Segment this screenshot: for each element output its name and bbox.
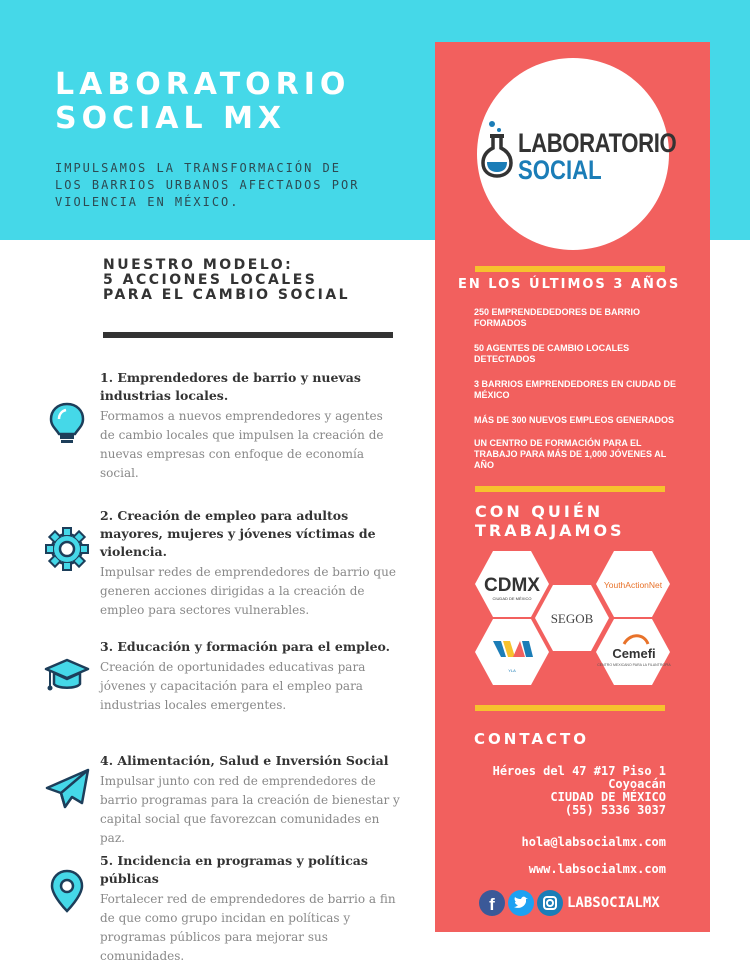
- instagram-icon[interactable]: [537, 890, 563, 916]
- action-description: Impulsar redes de emprendedores de barrio que generen acciones dirigidas a la creación de empleo para sectores vulnerables.: [100, 565, 396, 617]
- svg-text:f: f: [489, 895, 495, 914]
- action-title: 4. Alimentación, Salud e Inversión Social: [100, 753, 389, 768]
- gear-icon: [44, 526, 90, 572]
- divider: [475, 486, 665, 492]
- stat-item: 3 BARRIOS EMPRENDEDORES EN CIUDAD DE MÉXICO: [474, 379, 677, 400]
- action-item: [100, 507, 400, 620]
- svg-text:CIUDAD DE MÉXICO: CIUDAD DE MÉXICO: [492, 596, 532, 601]
- model-heading: NUESTRO MODELO: 5 ACCIONES LOCALES PARA EL CAMBIO SOCIAL: [103, 257, 351, 303]
- svg-text:CENTRO MEXICANO PARA LA FILANT: CENTRO MEXICANO PARA LA FILANTROPÍA: [597, 663, 671, 667]
- page-title: LABORATORIO SOCIAL MX: [55, 67, 351, 136]
- action-description: Fortalecer red de emprendedores de barrio a fin de que como grupo incidan en políticas y programas públicos para mejorar sus comunidades.: [100, 892, 396, 963]
- action-item: [100, 638, 400, 715]
- action-title: 1. Emprendedores de barrio y nuevas industrias locales.: [100, 370, 361, 403]
- divider: [103, 332, 393, 338]
- svg-text:YouthActionNet: YouthActionNet: [603, 580, 663, 590]
- action-title: 2. Creación de empleo para adultos mayores, mujeres y jóvenes víctimas de violencia.: [100, 508, 376, 559]
- contact-website[interactable]: www.labsocialmx.com: [528, 862, 666, 876]
- flask-icon: [481, 118, 515, 180]
- contact-address: Héroes del 47 #17 Piso 1: [492, 764, 666, 778]
- action-description: Formamos a nuevos emprendedores y agentes de cambio locales que impulsen la creación de nuevas empresas con enfoque de economía social.: [100, 409, 384, 480]
- action-item: [100, 852, 400, 966]
- action-item: [100, 752, 400, 848]
- social-handle[interactable]: LABSOCIALMX: [567, 895, 660, 911]
- page-subtitle: IMPULSAMOS LA TRANSFORMACIÓN DE LOS BARRIOS URBANOS AFECTADOS POR VIOLENCIA EN MÉXICO.: [55, 161, 360, 209]
- contact-address: Coyoacán: [608, 777, 666, 791]
- divider: [475, 705, 665, 711]
- map-pin-icon: [44, 868, 90, 914]
- contact-phone: (55) 5336 3037: [564, 803, 666, 817]
- svg-text:CDMX: CDMX: [484, 575, 540, 596]
- logo-text: SOCIAL: [518, 155, 602, 185]
- facebook-icon[interactable]: [479, 890, 505, 916]
- graduation-cap-icon: [44, 654, 90, 700]
- lightbulb-icon: [44, 400, 90, 446]
- twitter-icon[interactable]: [508, 890, 534, 916]
- svg-text:SEGOB: SEGOB: [550, 611, 594, 626]
- action-title: 3. Educación y formación para el empleo.: [100, 639, 391, 654]
- action-item: [100, 369, 400, 483]
- contact-heading: CONTACTO: [474, 730, 589, 748]
- contact-email[interactable]: hola@labsocialmx.com: [521, 835, 666, 849]
- action-description: Impulsar junto con red de emprendedores de barrio programas para la creación de bienestar y capital social que favorezcan comunidades en paz.: [100, 774, 400, 845]
- paper-plane-icon: [44, 766, 90, 812]
- svg-text:YLA: YLA: [508, 668, 516, 673]
- stat-item: 50 AGENTES DE CAMBIO LOCALES DETECTADOS: [474, 343, 630, 364]
- partners-heading: CON QUIÉN TRABAJAMOS: [475, 502, 625, 540]
- contact-address: CIUDAD DE MÉXICO: [550, 790, 666, 804]
- svg-text:Cemefi: Cemefi: [612, 646, 656, 661]
- logo-text: LABORATORIO: [518, 128, 677, 158]
- stat-item: MÁS DE 300 NUEVOS EMPLEOS GENERADOS: [474, 415, 675, 425]
- action-description: Creación de oportunidades educativas para jóvenes y capacitación para el empleo para industrias locales emergentes.: [100, 660, 366, 712]
- partner-logo-yla: [473, 617, 551, 691]
- divider: [475, 266, 665, 272]
- action-title: 5. Incidencia en programas y políticas públicas: [100, 853, 368, 886]
- stat-item: UN CENTRO DE FORMACIÓN PARA EL TRABAJO PARA MÁS DE 1,000 JÓVENES AL AÑO: [474, 438, 667, 470]
- stat-item: 250 EMPRENDEDEDORES DE BARRIO FORMADOS: [474, 307, 641, 328]
- stats-heading: EN LOS ÚLTIMOS 3 AÑOS: [458, 277, 681, 292]
- partner-logo-cemefi: [594, 617, 672, 691]
